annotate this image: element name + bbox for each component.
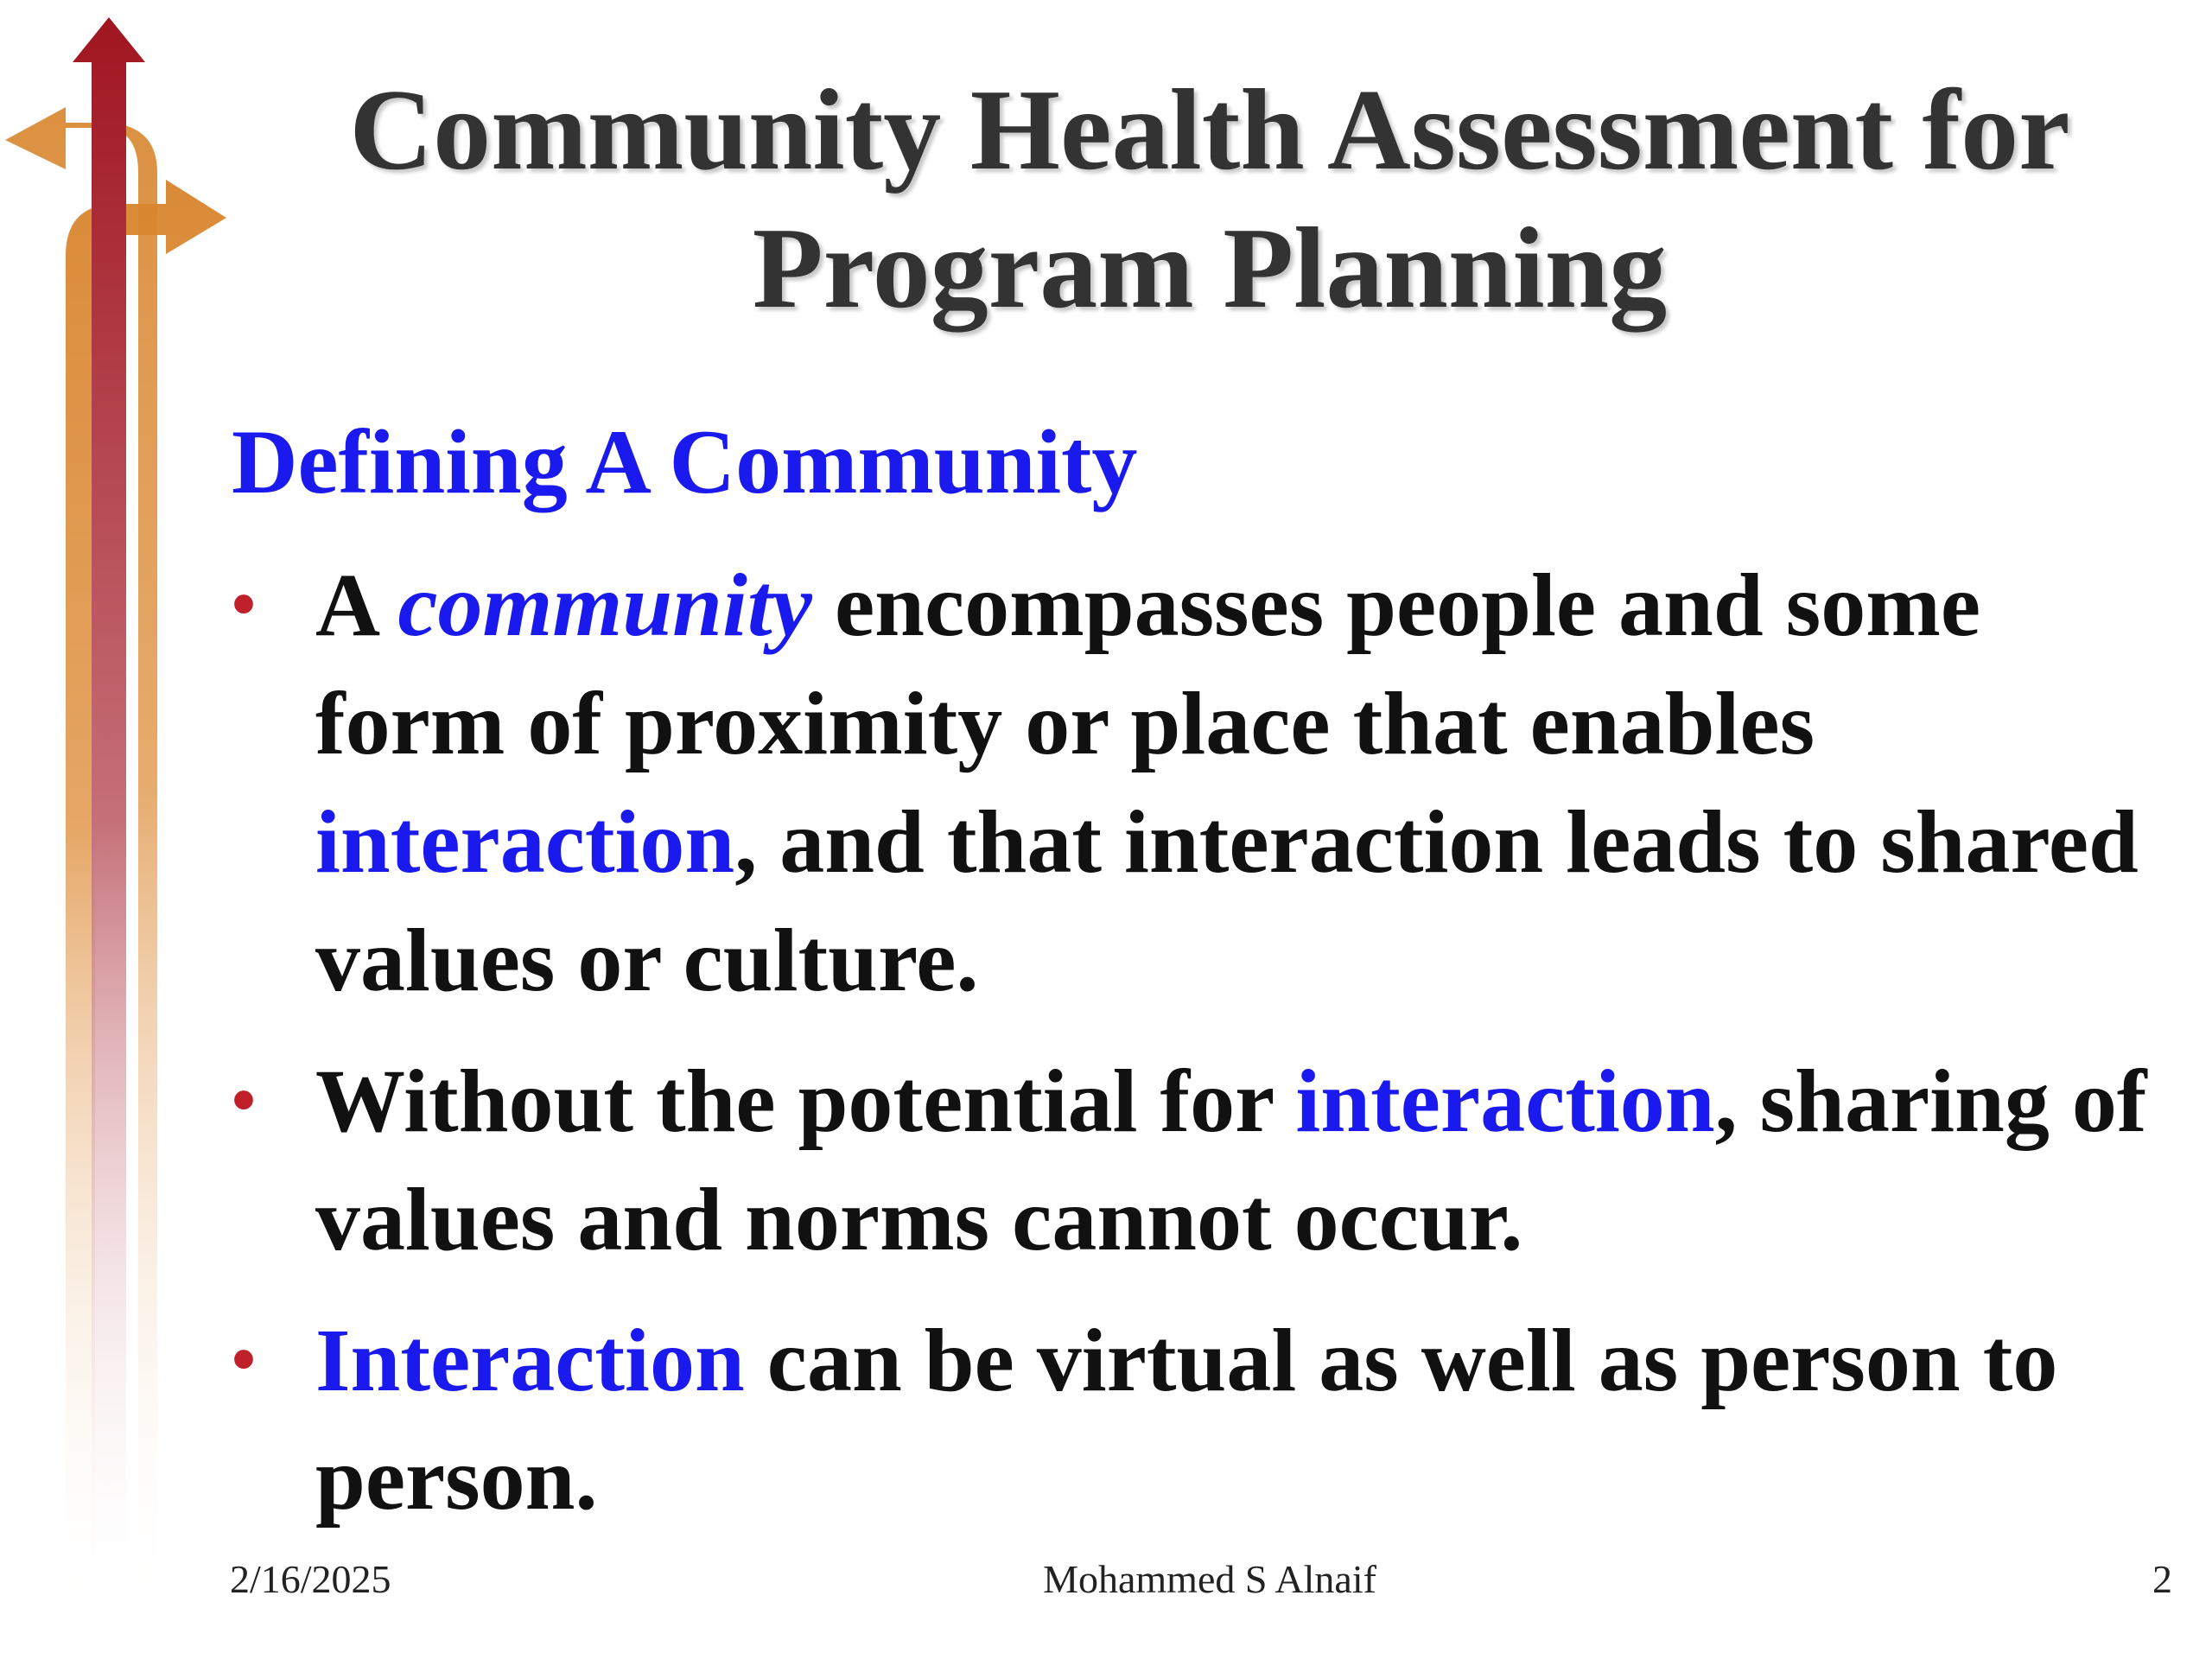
bullet-text-part: encompasses people and some form of proximity or place that enables: [315, 556, 1981, 773]
footer-date: 2/16/2025: [230, 1557, 391, 1601]
bullet-dot-icon: •: [232, 1063, 257, 1139]
bullet-text-part: Without the potential for: [315, 1052, 1296, 1151]
slide-title: [328, 60, 2091, 337]
bullet-item: [232, 1042, 2184, 1279]
bullet-text-part: can be virtual as well as person to person.: [315, 1311, 2058, 1529]
bullet-text-part: , and that interaction leads to shared values or culture.: [315, 792, 2139, 1010]
slide-title-line-1: Community Health Assessment for: [349, 66, 2070, 194]
bullet-highlight-term: interaction: [1295, 1052, 1715, 1151]
decorative-arrows-graphic: [0, 0, 233, 1642]
bullet-text-part: , sharing of values and norms cannot occur.: [315, 1052, 2147, 1269]
slide-title-line-2: Program Planning: [752, 204, 1668, 332]
bullet-list: [232, 546, 2184, 1560]
bullet-highlight-term: Interaction: [315, 1311, 745, 1410]
bullet-highlight-term: interaction: [315, 792, 735, 892]
section-heading: Defining A Community: [232, 411, 1138, 512]
footer-author: Mohammed S Alnaif: [1043, 1557, 1376, 1601]
bullet-item: [232, 1301, 2184, 1538]
bullet-text-part: A: [315, 556, 398, 655]
bullet-highlight-term: community: [397, 556, 812, 655]
bullet-item: [232, 546, 2184, 1020]
bullet-dot-icon: •: [232, 1322, 257, 1398]
bullet-dot-icon: •: [232, 567, 257, 643]
footer-page-number: 2: [2152, 1557, 2172, 1601]
